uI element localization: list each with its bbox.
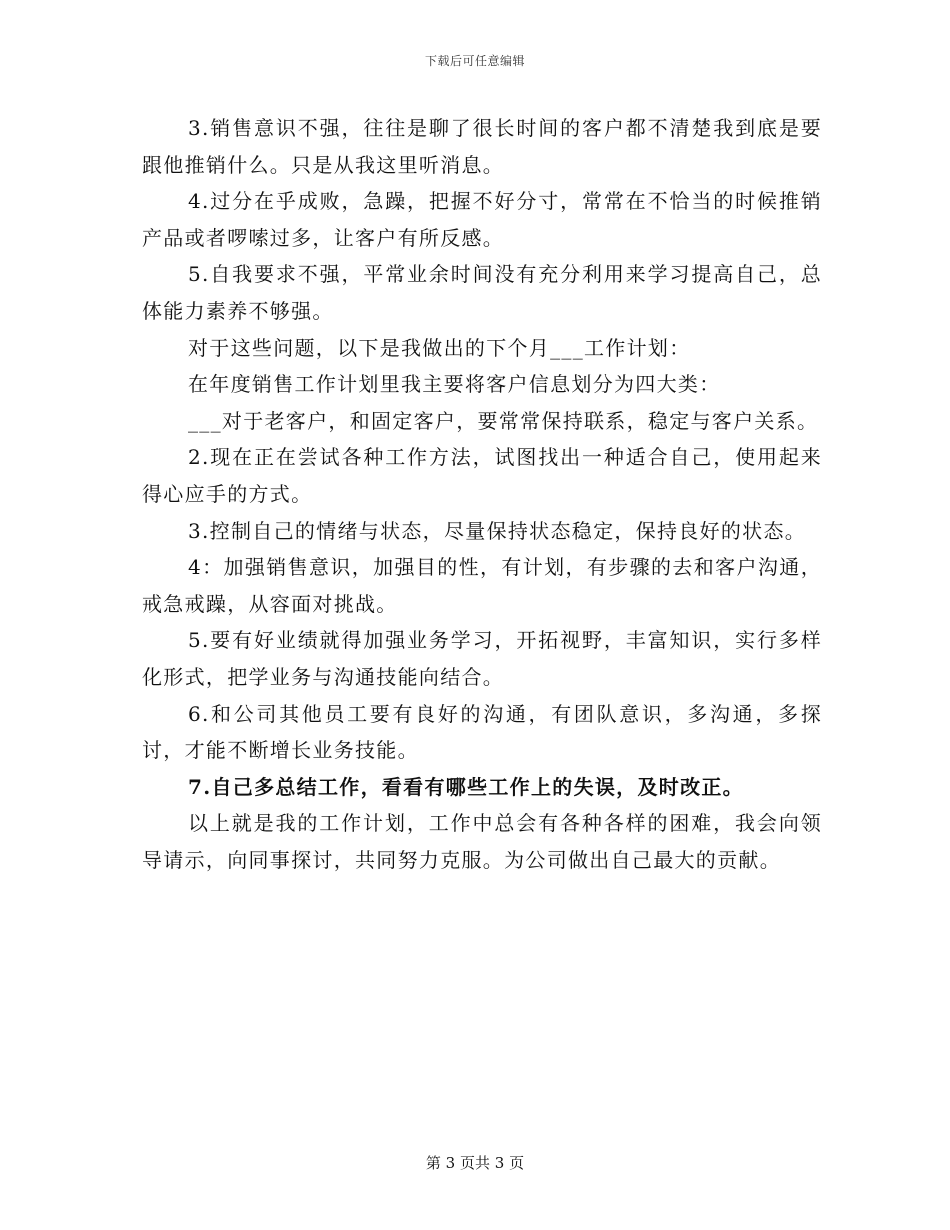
paragraph-plan-intro: 对于这些问题，以下是我做出的下个月___工作计划： — [188, 335, 691, 360]
paragraph-strengthen-sales: 4：加强销售意识，加强目的性，有计划，有步骤的去和客户沟通，戒急戒躁，从容面对挑战。 — [142, 555, 822, 616]
paragraph-business-learning: 5.要有好业绩就得加强业务学习，开拓视野，丰富知识，实行多样化形式，把学业务与沟通技能向结合。 — [142, 628, 822, 689]
paragraph-conclusion: 以上就是我的工作计划，工作中总会有各种各样的困难，我会向领导请示，向同事探讨，共同努力克服。为公司做出自己最大的贡献。 — [142, 811, 822, 872]
paragraph-emotion-control: 3.控制自己的情绪与状态，尽量保持状态稳定，保持良好的状态。 — [188, 518, 807, 543]
paragraph-self-requirement: 5.自我要求不强，平常业余时间没有充分利用来学习提高自己，总体能力素养不够强。 — [142, 262, 822, 323]
paragraph-old-customers: ___对于老客户，和固定客户，要常常保持联系，稳定与客户关系。 — [188, 408, 819, 433]
document-body — [142, 110, 822, 878]
paragraph-impatience: 4.过分在乎成败，急躁，把握不好分寸，常常在不恰当的时候推销产品或者啰嗦过多，让客户有所反感。 — [142, 189, 822, 250]
paragraph-sales-awareness: 3.销售意识不强，往往是聊了很长时间的客户都不清楚我到底是要跟他推销什么。只是从我这里听消息。 — [142, 116, 822, 177]
paragraph-team-communication: 6.和公司其他员工要有良好的沟通，有团队意识，多沟通，多探讨，才能不断增长业务技能。 — [142, 701, 822, 763]
paragraph-work-methods: 2.现在正在尝试各种工作方法，试图找出一种适合自己，使用起来得心应手的方式。 — [142, 445, 822, 506]
page-header-note: 下载后可任意编辑 — [424, 54, 525, 68]
paragraph-summarize-work: 7.自己多总结工作，看看有哪些工作上的失误，及时改正。 — [188, 774, 744, 799]
paragraph-customer-categories: 在年度销售工作计划里我主要将客户信息划分为四大类： — [188, 372, 721, 397]
page-number-footer: 第 3 页共 3 页 — [425, 1154, 525, 1172]
